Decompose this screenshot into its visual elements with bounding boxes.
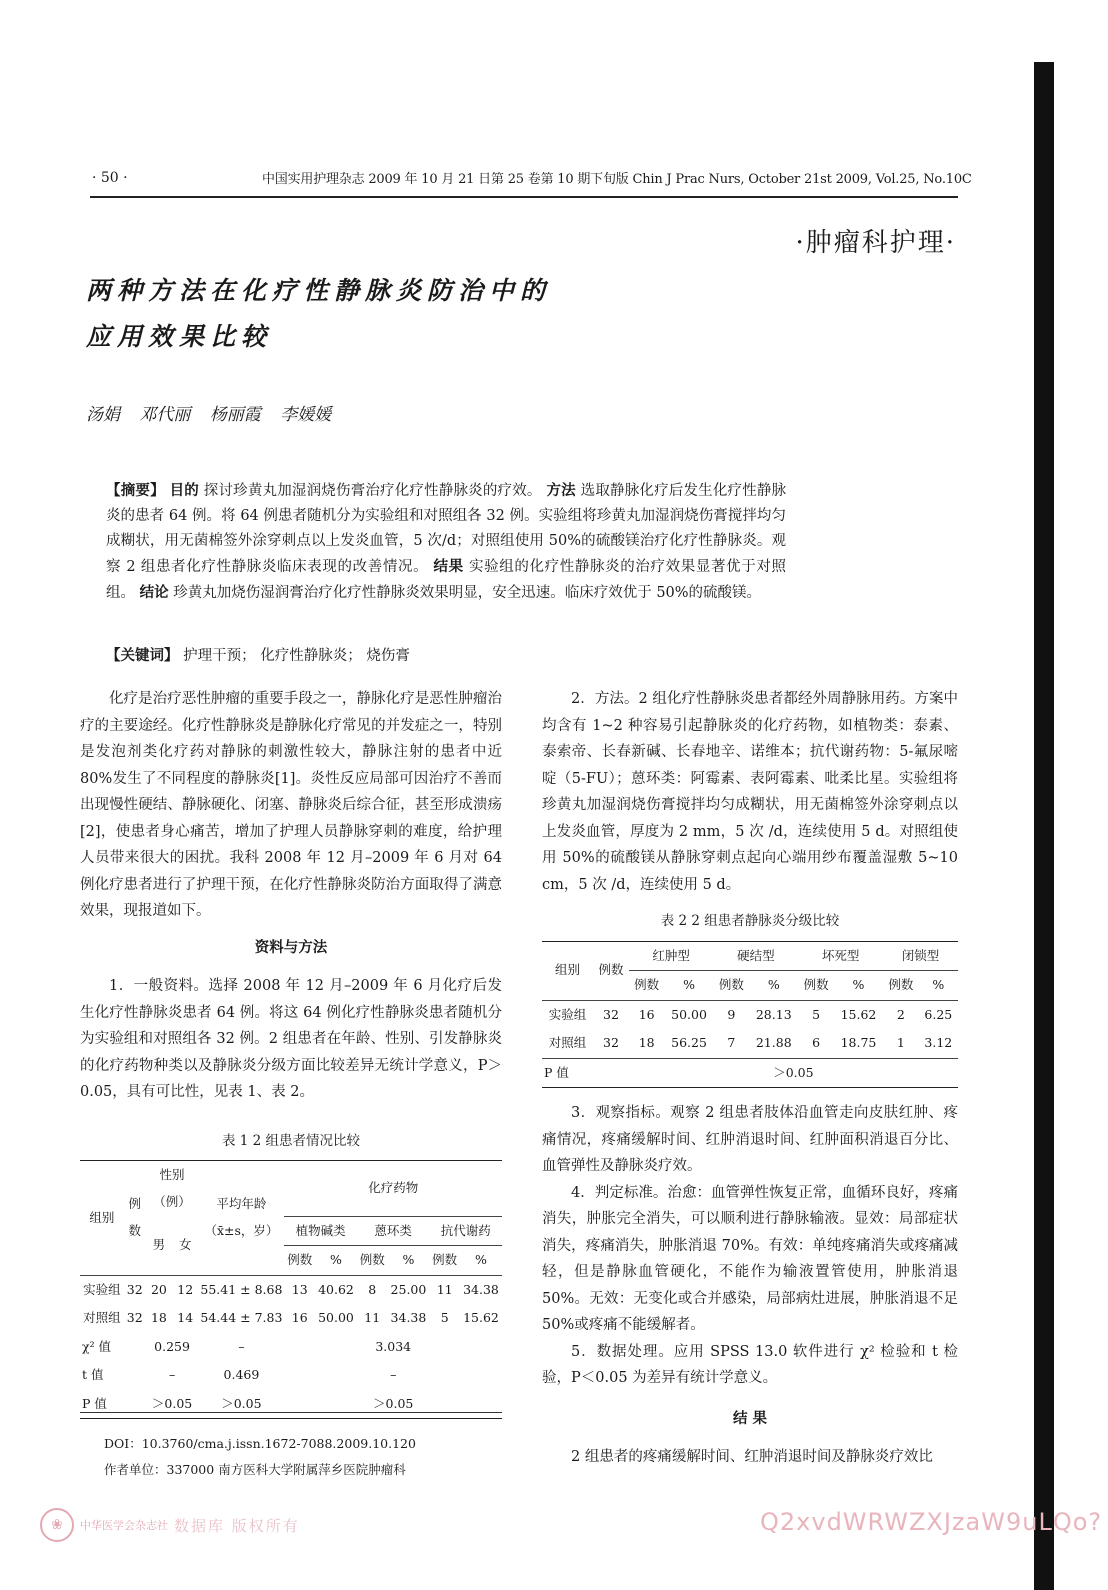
t2-cell: 18.75 (840, 1035, 877, 1050)
t2-h-pct: % (749, 971, 798, 1001)
abstract-conclusion-label: 结论 (139, 584, 169, 601)
t2-cell: 56.25 (671, 1035, 707, 1050)
t1-cell: 16 (291, 1310, 308, 1325)
t2-cell: 6 (812, 1035, 821, 1050)
t1-cell: 18 (150, 1310, 167, 1325)
abstract-result: 实验组的化疗性静脉炎的治疗效果显著优于对照组。 (106, 559, 787, 601)
t1-cell: 实验组 (83, 1281, 121, 1297)
t1-cell: 12 (177, 1281, 194, 1297)
t1-cell: – (238, 1338, 245, 1354)
abstract-purpose: 探讨珍黄丸加湿润烧伤膏治疗化疗性静脉炎的疗效。 (203, 483, 542, 499)
keywords-label: 【关键词】 (106, 647, 179, 664)
t2-h-n: 例数 (798, 971, 834, 1001)
t1-cell: – (168, 1367, 176, 1382)
section-label: ·肿瘤科护理· (795, 228, 956, 258)
method-paragraph: 2．方法。2 组化疗性静脉炎患者都经外周静脉用药。方案中均含有 1~2 种容易引起静脉炎的化疗药物，如植物类：泰素、泰索帝、长春新碱、长春地辛、诺维本；抗代谢药物：5-氟尿嘧啶（5-FU）；蒽环类：阿霉素、表阿霉素、吡柔比星。实验组将珍黄丸加湿润烧伤膏搅拌均匀成糊状，用无菌棉签外涂穿刺点以上发炎血管，厚度为 2 mm，5 次 /d，连续使用 5 d。对照组使用 50%的硫酸镁从静脉穿刺点起向心端用纱布覆盖湿敷 5~10 cm，5 次 /d，连续使用 5 d。 (542, 691, 958, 893)
left-column (80, 686, 502, 1419)
t2-cell: 15.62 (840, 1006, 877, 1022)
general-data-paragraph: 1．一般资料。选择 2008 年 12 月–2009 年 6 月化疗后发生化疗性静脉炎患者 64 例。将这 64 例化疗性静脉炎患者随机分为实验组和对照组各 32 例。2 组患者在年龄、性别、引发静脉炎的化疗药物种类以及静脉炎分级方面比较差异无统计学意义，P＞0.05，具有可比性，见表 1、表 2。 (80, 978, 502, 1100)
t1-h-drugs: 化疗药物 (284, 1161, 502, 1216)
t2-cell: 50.00 (671, 1006, 707, 1022)
t1-cell: 0.469 (223, 1367, 260, 1382)
t2-cell: 6.25 (924, 1006, 953, 1022)
abstract-method-label: 方法 (546, 482, 576, 499)
t2-p-label: P 值 (544, 1064, 569, 1080)
keywords-text: 护理干预； 化疗性静脉炎； 烧伤膏 (183, 648, 410, 664)
t1-cell: ＞0.05 (373, 1395, 414, 1411)
t1-cell: – (390, 1367, 397, 1382)
table2 (542, 941, 958, 1089)
t1-cell: 0.259 (154, 1338, 190, 1354)
t1-h-cases: 例数 (128, 1196, 141, 1238)
t1-cell: 3.034 (375, 1338, 412, 1354)
t2-h-necro: 坏死型 (798, 942, 883, 971)
keywords (106, 644, 786, 665)
title-line-2: 应用效果比较 (86, 322, 273, 351)
t1-h-n: 例数 (284, 1246, 315, 1276)
abstract-conclusion: 珍黄丸加烧伤湿润膏治疗化疗性静脉炎效果明显，安全迅速。临床疗效优于 50%的硫酸镁。 (173, 585, 762, 601)
table1 (80, 1160, 502, 1419)
t1-cell: 32 (126, 1281, 143, 1297)
doi-footnote: DOI：10.3760/cma.j.issn.1672-7088.2009.10.120 (104, 1436, 416, 1451)
t1-cell: 13 (291, 1281, 308, 1297)
t1-h-age: 平均年龄（x̄±s，岁） (204, 1196, 279, 1238)
t1-cell: ＞0.05 (221, 1395, 262, 1411)
authors: 汤娟 邓代丽 杨丽霞 李媛媛 (86, 405, 332, 425)
abstract-method: 选取静脉化疗后发生化疗性静脉炎的患者 64 例。将 64 例患者随机分为实验组和对照组各 32 例。实验组将珍黄丸加湿润烧伤膏搅拌均匀成糊状，用无菌棉签外涂穿刺点以上发炎血管，5 次/d；对照组使用 50%的硫酸镁治疗化疗性静脉炎。观察 2 组患者化疗性静脉炎临床表现的改善情况。 (106, 483, 787, 575)
t1-cell: 25.00 (390, 1281, 427, 1297)
t2-h-pct: % (834, 971, 883, 1001)
page-number: · 50 · (92, 170, 128, 186)
table-row (80, 1361, 502, 1390)
t2-h-n: 例数 (883, 971, 919, 1001)
abstract-label: 【摘要】 (106, 482, 165, 499)
t1-h-antimet: 抗代谢药 (429, 1216, 502, 1246)
t1-cell: 8 (368, 1281, 377, 1297)
t1-p-label: P 值 (82, 1395, 107, 1411)
header-rule (90, 196, 958, 198)
t2-cell: 32 (603, 1035, 619, 1050)
intro-paragraph: 化疗是治疗恶性肿瘤的重要手段之一，静脉化疗是恶性肿瘤治疗的主要途经。化疗性静脉炎是静脉化疗常见的并发症之一，特别是发泡剂类化疗药对静脉的刺激性较大，静脉注射的患者中近 80%发生了不同程度的静脉炎[1]。炎性反应局部可因治疗不善而出现慢性硬结、静脉硬化、闭塞、静脉炎后综合征，甚至形成溃疡[2]，使患者身心痛苦，增加了护理人员静脉穿刺的难度，给护理人员带来很大的困扰。我科 2008 年 12 月–2009 年 6 月对 64 例化疗患者进行了护理干预，在化疗性静脉炎防治方面取得了满意效果，现报道如下。 (80, 691, 502, 919)
t1-cell: 34.38 (463, 1281, 499, 1297)
table-row (542, 1000, 958, 1029)
t1-h-male: 男 (152, 1237, 166, 1252)
t1-h-sex: 性别（例） (153, 1167, 191, 1209)
watermark: Q2xvdWRWZXJzaW9uLQo? (760, 1508, 1103, 1536)
logo-text-2: 数据库 版权所有 (174, 1516, 300, 1535)
t1-cell: 34.38 (390, 1310, 427, 1325)
t1-cell: 5 (440, 1310, 449, 1325)
t1-cell: 11 (436, 1281, 453, 1297)
t1-h-plant: 植物碱类 (284, 1216, 356, 1246)
t1-cell: 20 (150, 1281, 167, 1297)
t2-cell: 5 (812, 1006, 821, 1022)
t2-h-group: 组别 (555, 962, 581, 978)
t1-chi-label: χ² 值 (82, 1338, 112, 1354)
results-heading: 结 果 (732, 1409, 768, 1427)
abstract-result-label: 结果 (433, 558, 464, 575)
t1-h-female: 女 (178, 1237, 192, 1252)
table-row (80, 1333, 502, 1362)
t2-h-occl: 闭锁型 (883, 942, 958, 971)
t1-h-pct: % (460, 1246, 502, 1276)
t1-t-label: t 值 (82, 1367, 104, 1382)
t2-h-hard: 硬结型 (714, 942, 799, 971)
journal-header: 中国实用护理杂志 2009 年 10 月 21 日第 25 卷第 10 期下旬版 Chin J Prac Nurs, October 21st 2009, Vol.25, No.10C (262, 172, 972, 187)
t1-cell: 55.41 ± 8.68 (200, 1281, 283, 1297)
table-row (542, 1029, 958, 1058)
t1-cell: 14 (177, 1310, 194, 1325)
t1-h-pct: % (315, 1246, 357, 1276)
results-paragraph: 2 组患者的疼痛缓解时间、红肿消退时间及静脉炎疗效比 (571, 1449, 933, 1465)
t2-h-pct: % (665, 971, 714, 1001)
t1-cell: 对照组 (83, 1310, 121, 1325)
flower-logo-icon: ❀ (40, 1508, 74, 1542)
table-row (80, 1390, 502, 1419)
criteria-paragraph: 4．判定标准。治愈：血管弹性恢复正常，血循环良好，疼痛消失，肿胀完全消失，可以顺利进行静脉输液。显效：局部症状消失，疼痛消失，肿胀消退 70%。有效：单纯疼痛消失或疼痛减轻，但是静脉血管硬化，不能作为输液置管使用，肿胀消退 50%。无效：无变化或合并感染，局部病灶进展，肿胀消退不足 50%或疼痛不能缓解者。 (542, 1184, 958, 1333)
t2-cell: 7 (727, 1035, 736, 1050)
affiliation-footnote: 作者单位：337000 南方医科大学附属萍乡医院肿瘤科 (104, 1462, 406, 1477)
t2-cell: 32 (603, 1006, 619, 1022)
article-title (86, 268, 551, 360)
t1-h-anthra: 蒽环类 (357, 1216, 429, 1246)
footnote-rule (80, 1412, 502, 1413)
table2-caption: 表 2 2 组患者静脉炎分级比较 (660, 913, 840, 929)
t2-cell: 18 (638, 1035, 655, 1050)
t1-h-group: 组别 (89, 1209, 115, 1225)
scan-edge-bar (1034, 62, 1054, 1590)
t2-cell: 3.12 (924, 1035, 953, 1050)
t2-cell: 实验组 (548, 1006, 587, 1022)
t2-cell: 21.88 (755, 1035, 792, 1050)
right-column (542, 686, 958, 1471)
observe-paragraph: 3．观察指标。观察 2 组患者肢体沿血管走向皮肤红肿、疼痛情况，疼痛缓解时间、红肿消退时间、红肿面积消退百分比、血管弹性及静脉炎疗效。 (542, 1105, 958, 1174)
t2-cell: 1 (896, 1035, 905, 1050)
t2-cell: 9 (727, 1006, 736, 1022)
methods-heading: 资料与方法 (254, 938, 328, 956)
publisher-logo (40, 1508, 300, 1542)
t1-cell: 15.62 (463, 1310, 499, 1325)
t2-h-n: 例数 (629, 971, 665, 1001)
abstract-purpose-label: 目的 (169, 482, 199, 499)
table1-caption: 表 1 2 组患者情况比较 (221, 1132, 361, 1149)
stats-paragraph: 5．数据处理。应用 SPSS 13.0 软件进行 χ² 检验和 t 检验，P＜0.05 为差异有统计学意义。 (542, 1343, 958, 1386)
table-row (80, 1304, 502, 1333)
title-line-1: 两种方法在化疗性静脉炎防治中的 (86, 276, 552, 305)
t1-cell: ＞0.05 (151, 1395, 193, 1411)
t1-cell: 50.00 (318, 1310, 354, 1325)
t2-cell: 16 (638, 1006, 655, 1022)
t1-h-pct: % (387, 1246, 429, 1276)
t1-h-n: 例数 (357, 1246, 388, 1276)
t2-cell: ＞0.05 (773, 1064, 814, 1080)
t2-h-n: 例数 (714, 971, 750, 1001)
t1-cell: 40.62 (318, 1281, 354, 1297)
t1-h-n: 例数 (429, 1246, 460, 1276)
t2-h-red: 红肿型 (629, 942, 714, 971)
t2-cell: 28.13 (755, 1006, 792, 1022)
t2-cell: 对照组 (548, 1035, 587, 1050)
table-row (542, 1058, 958, 1087)
logo-text: 中华医学会杂志社 (80, 1519, 168, 1532)
t1-cell: 11 (364, 1310, 381, 1325)
table-row (80, 1275, 502, 1304)
t1-cell: 54.44 ± 7.83 (200, 1310, 283, 1325)
t1-cell: 32 (126, 1310, 143, 1325)
t2-h-pct: % (919, 971, 958, 1001)
t2-cell: 2 (896, 1006, 905, 1022)
t2-h-cases: 例数 (598, 962, 624, 978)
abstract (106, 478, 786, 606)
